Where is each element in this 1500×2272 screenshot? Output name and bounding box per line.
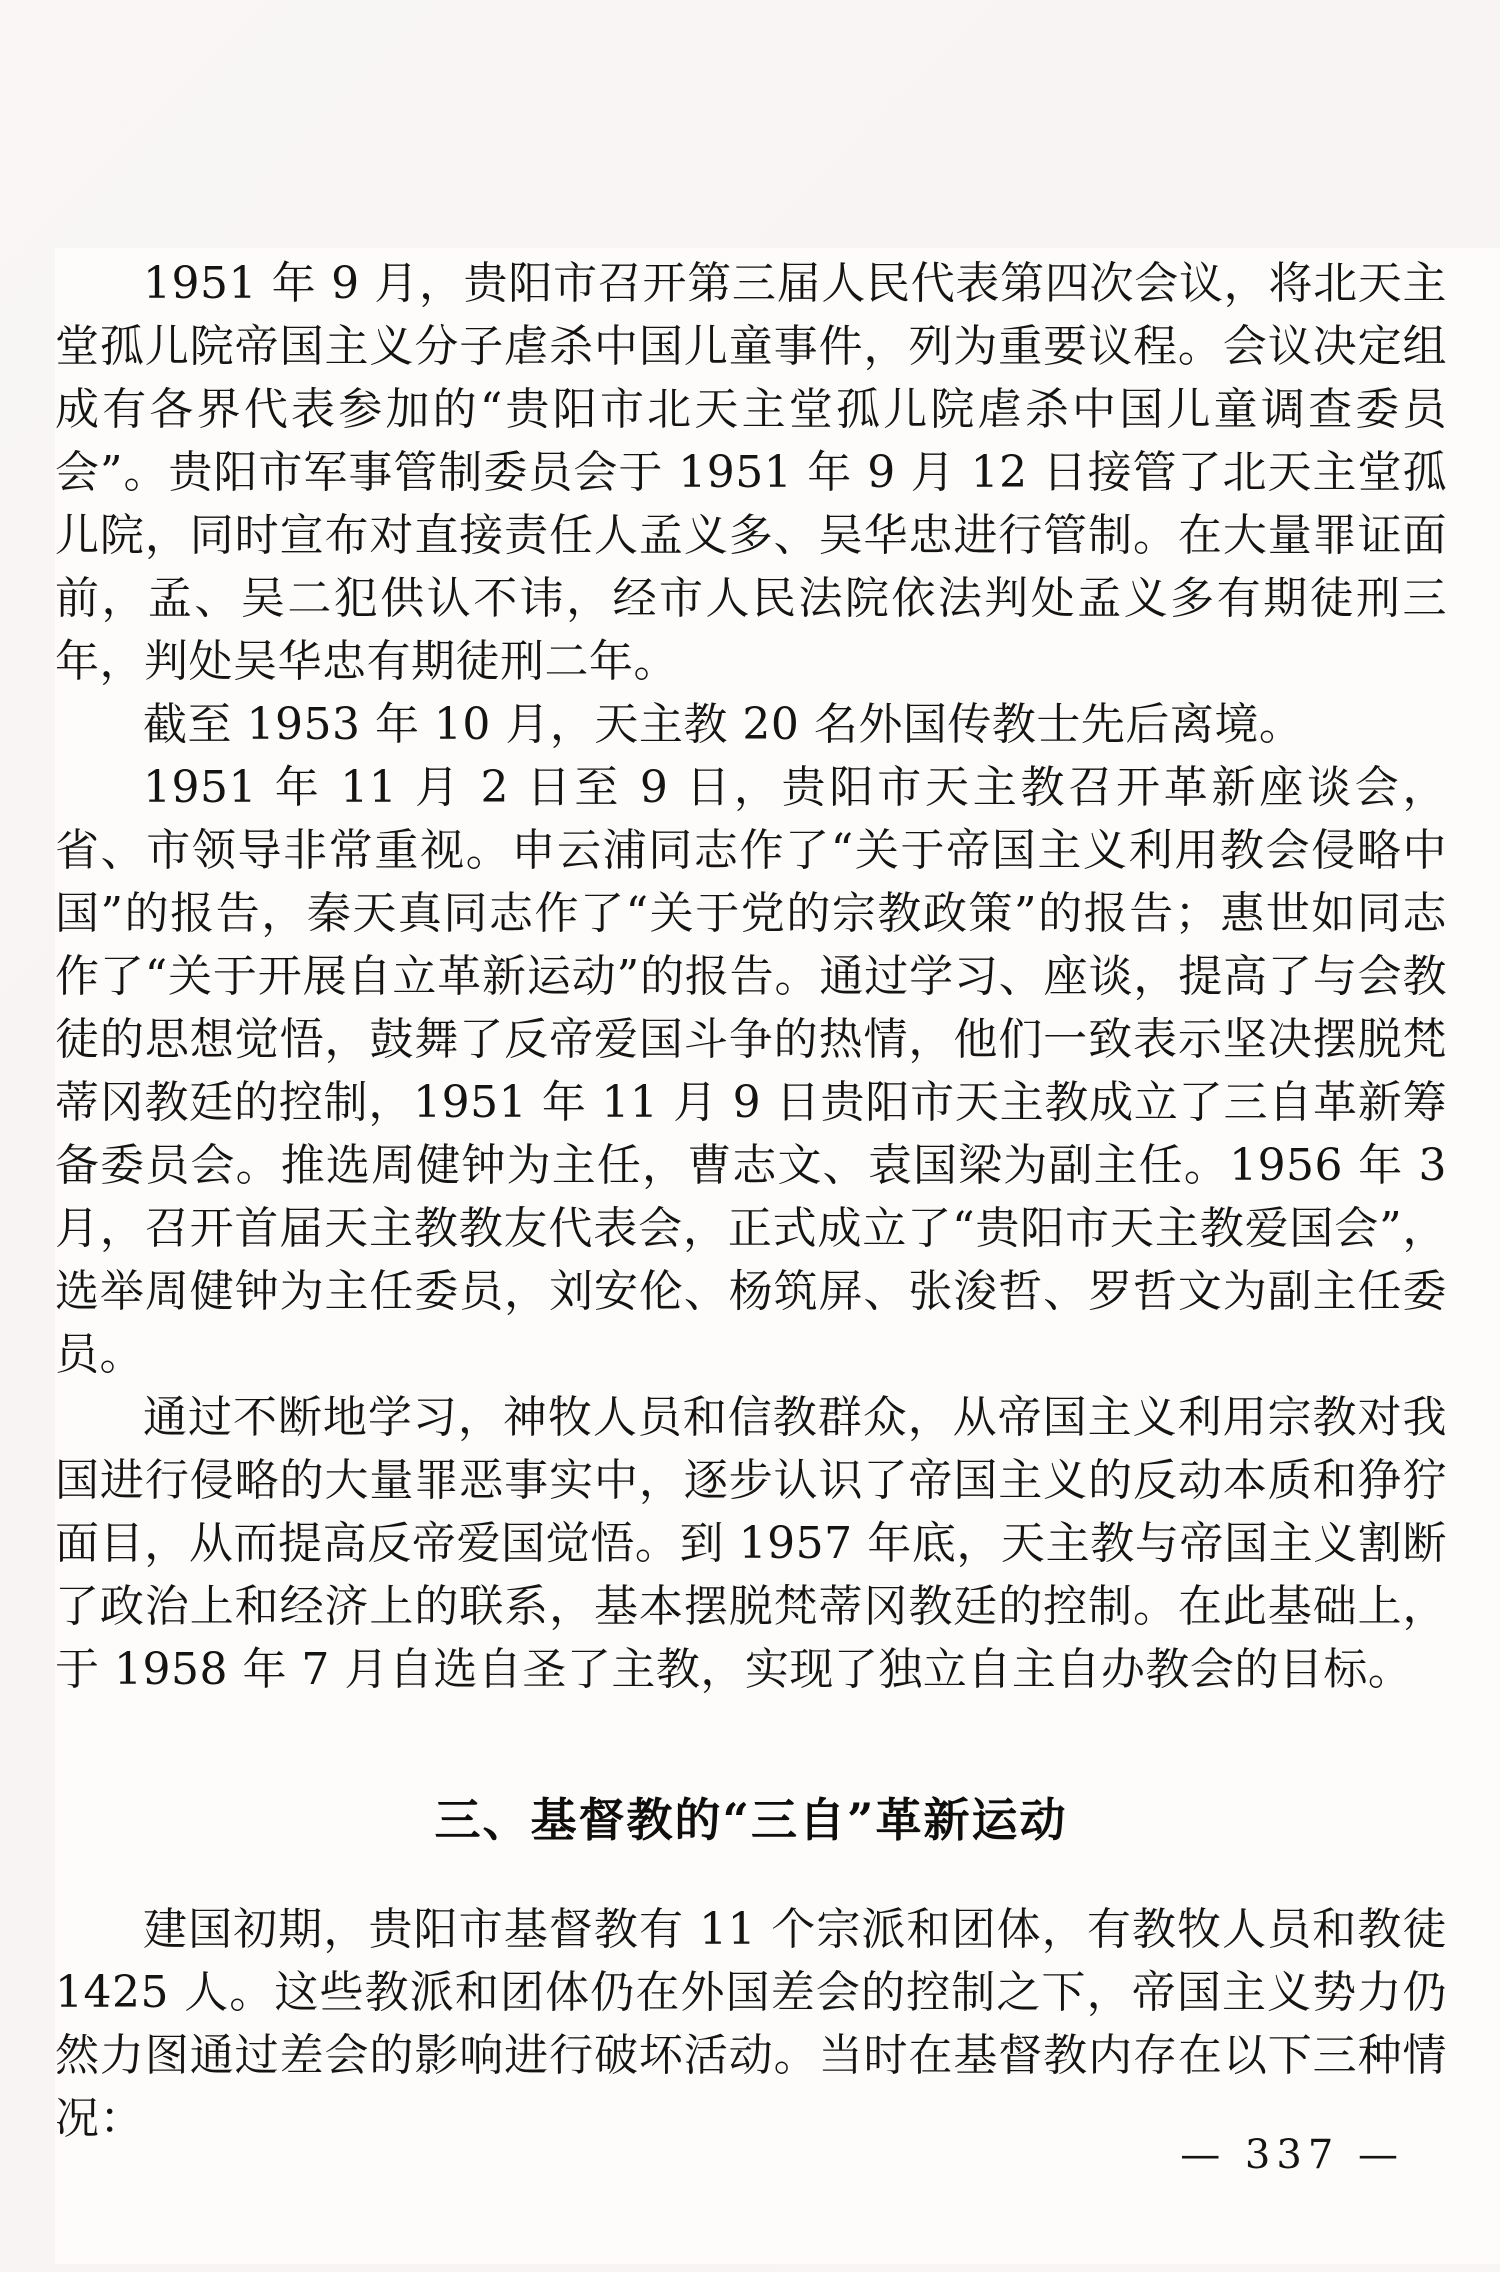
page-number: — 337 — [1180, 2132, 1404, 2178]
section-heading-three-self-movement: 三、基督教的“三自”革新运动 [434, 1793, 1068, 1847]
page-body-text [55, 252, 1447, 2150]
paragraph-protestant-denominations: 建国初期，贵阳市基督教有 11 个宗派和团体，有教牧人员和教徒 1425 人。这些教派和团体仍在外国差会的控制之下，帝国主义势力仍然力图通过差会的影响进行破坏活动。当时在基督教内存在以下三种情况： [55, 1904, 1447, 2144]
paragraph-catholic-orphanage-case: 1951 年 9 月，贵阳市召开第三届人民代表第四次会议，将北天主堂孤儿院帝国主义分子虐杀中国儿童事件，列为重要议程。会议决定组成有各界代表参加的“贵阳市北天主堂孤儿院虐杀中国儿童调查委员会”。贵阳市军事管制委员会于 1951 年 9 月 12 日接管了北天主堂孤儿院，同时宣布对直接责任人孟义多、吴华忠进行管制。在大量罪证面前，孟、吴二犯供认不讳，经市人民法院依法判处孟义多有期徒刑三年，判处吴华忠有期徒刑二年。 [55, 258, 1447, 687]
paragraph-catholic-reform-symposium: 1951 年 11 月 2 日至 9 日，贵阳市天主教召开革新座谈会，省、市领导非常重视。申云浦同志作了“关于帝国主义利用教会侵略中国”的报告，秦天真同志作了“关于党的宗教政策”的报告；惠世如同志作了“关于开展自立革新运动”的报告。通过学习、座谈，提高了与会教徒的思想觉悟，鼓舞了反帝爱国斗争的热情，他们一致表示坚决摆脱梵蒂冈教廷的控制，1951 年 11 月 9 日贵阳市天主教成立了三自革新筹备委员会。推选周健钟为主任，曹志文、袁国梁为副主任。1956 年 3 月，召开首届天主教教友代表会，正式成立了“贵阳市天主教爱国会”，选举周健钟为主任委员，刘安伦、杨筑屏、张浚哲、罗哲文为副主任委员。 [55, 762, 1447, 1380]
paragraph-missionaries-departure: 截至 1953 年 10 月，天主教 20 名外国传教士先后离境。 [143, 699, 1304, 750]
paragraph-independence-achieved: 通过不断地学习，神牧人员和信教群众，从帝国主义利用宗教对我国进行侵略的大量罪恶事实中，逐步认识了帝国主义的反动本质和狰狞面目，从而提高反帝爱国觉悟。到 1957 年底，天主教与帝国主义割断了政治上和经济上的联系，基本摆脱梵蒂冈教廷的控制。在此基础上，于 1958 年 7 月自选自圣了主教，实现了独立自主自办教会的目标。 [55, 1392, 1447, 1695]
